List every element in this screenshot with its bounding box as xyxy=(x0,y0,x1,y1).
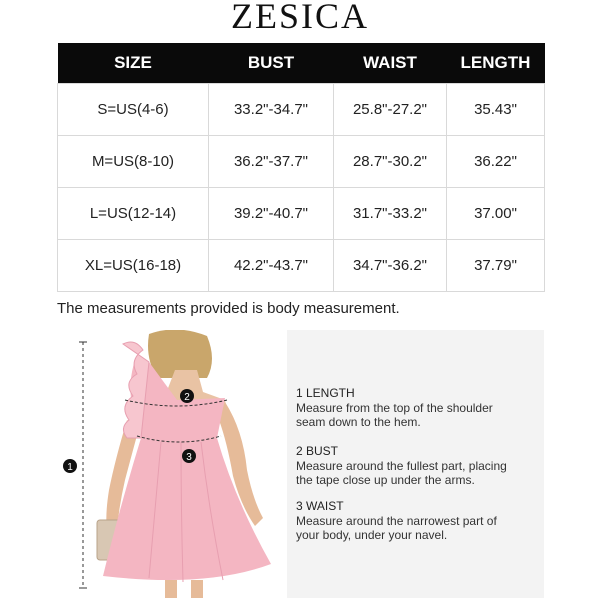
table-row xyxy=(58,136,545,188)
waist-title: 3 WAIST xyxy=(296,499,344,513)
cell-waist: 28.7"-30.2" xyxy=(334,136,447,188)
cell-length: 37.79" xyxy=(447,240,545,292)
model-photo xyxy=(57,330,285,598)
length-title: 1 LENGTH xyxy=(296,386,355,400)
bust-desc-line2: the tape close up under the arms. xyxy=(296,473,475,487)
length-desc-line1: Measure from the top of the shoulder xyxy=(296,400,493,415)
cell-size: XL=US(16-18) xyxy=(58,240,209,292)
measurement-guide-panel xyxy=(287,330,544,598)
bust-title: 2 BUST xyxy=(296,444,339,458)
table-row xyxy=(58,84,545,136)
cell-length: 35.43" xyxy=(447,84,545,136)
brand-logo: ZESICA xyxy=(231,0,369,36)
bust-marker-label: 2 xyxy=(184,392,190,403)
waist-desc-line2: your body, under your navel. xyxy=(296,528,448,542)
cell-bust: 33.2"-34.7" xyxy=(209,84,334,136)
cell-length: 36.22" xyxy=(447,136,545,188)
cell-bust: 42.2"-43.7" xyxy=(209,240,334,292)
header-length: LENGTH xyxy=(447,43,545,84)
cell-size: L=US(12-14) xyxy=(58,188,209,240)
length-marker-label: 1 xyxy=(67,462,73,473)
waist-instruction xyxy=(296,499,536,543)
cell-bust: 39.2"-40.7" xyxy=(209,188,334,240)
cell-waist: 34.7"-36.2" xyxy=(334,240,447,292)
header-waist: WAIST xyxy=(334,43,447,84)
waist-desc-line1: Measure around the narrowest part of xyxy=(296,513,497,528)
cell-size: M=US(8-10) xyxy=(58,136,209,188)
dress-illustration xyxy=(57,330,285,598)
header-bust: BUST xyxy=(209,43,334,84)
table-row xyxy=(58,188,545,240)
bust-desc-line1: Measure around the fullest part, placing xyxy=(296,458,507,473)
table-header-row xyxy=(58,43,545,84)
cell-size: S=US(4-6) xyxy=(58,84,209,136)
bust-instruction xyxy=(296,444,536,488)
cell-length: 37.00" xyxy=(447,188,545,240)
table-row xyxy=(58,240,545,292)
cell-waist: 25.8"-27.2" xyxy=(334,84,447,136)
header-size: SIZE xyxy=(58,43,209,84)
size-chart-table xyxy=(57,43,545,292)
waist-marker-label: 3 xyxy=(186,452,192,463)
length-desc-line2: seam down to the hem. xyxy=(296,415,421,429)
length-instruction xyxy=(296,386,536,430)
measurement-note: The measurements provided is body measurement. xyxy=(57,300,400,317)
cell-bust: 36.2"-37.7" xyxy=(209,136,334,188)
cell-waist: 31.7"-33.2" xyxy=(334,188,447,240)
